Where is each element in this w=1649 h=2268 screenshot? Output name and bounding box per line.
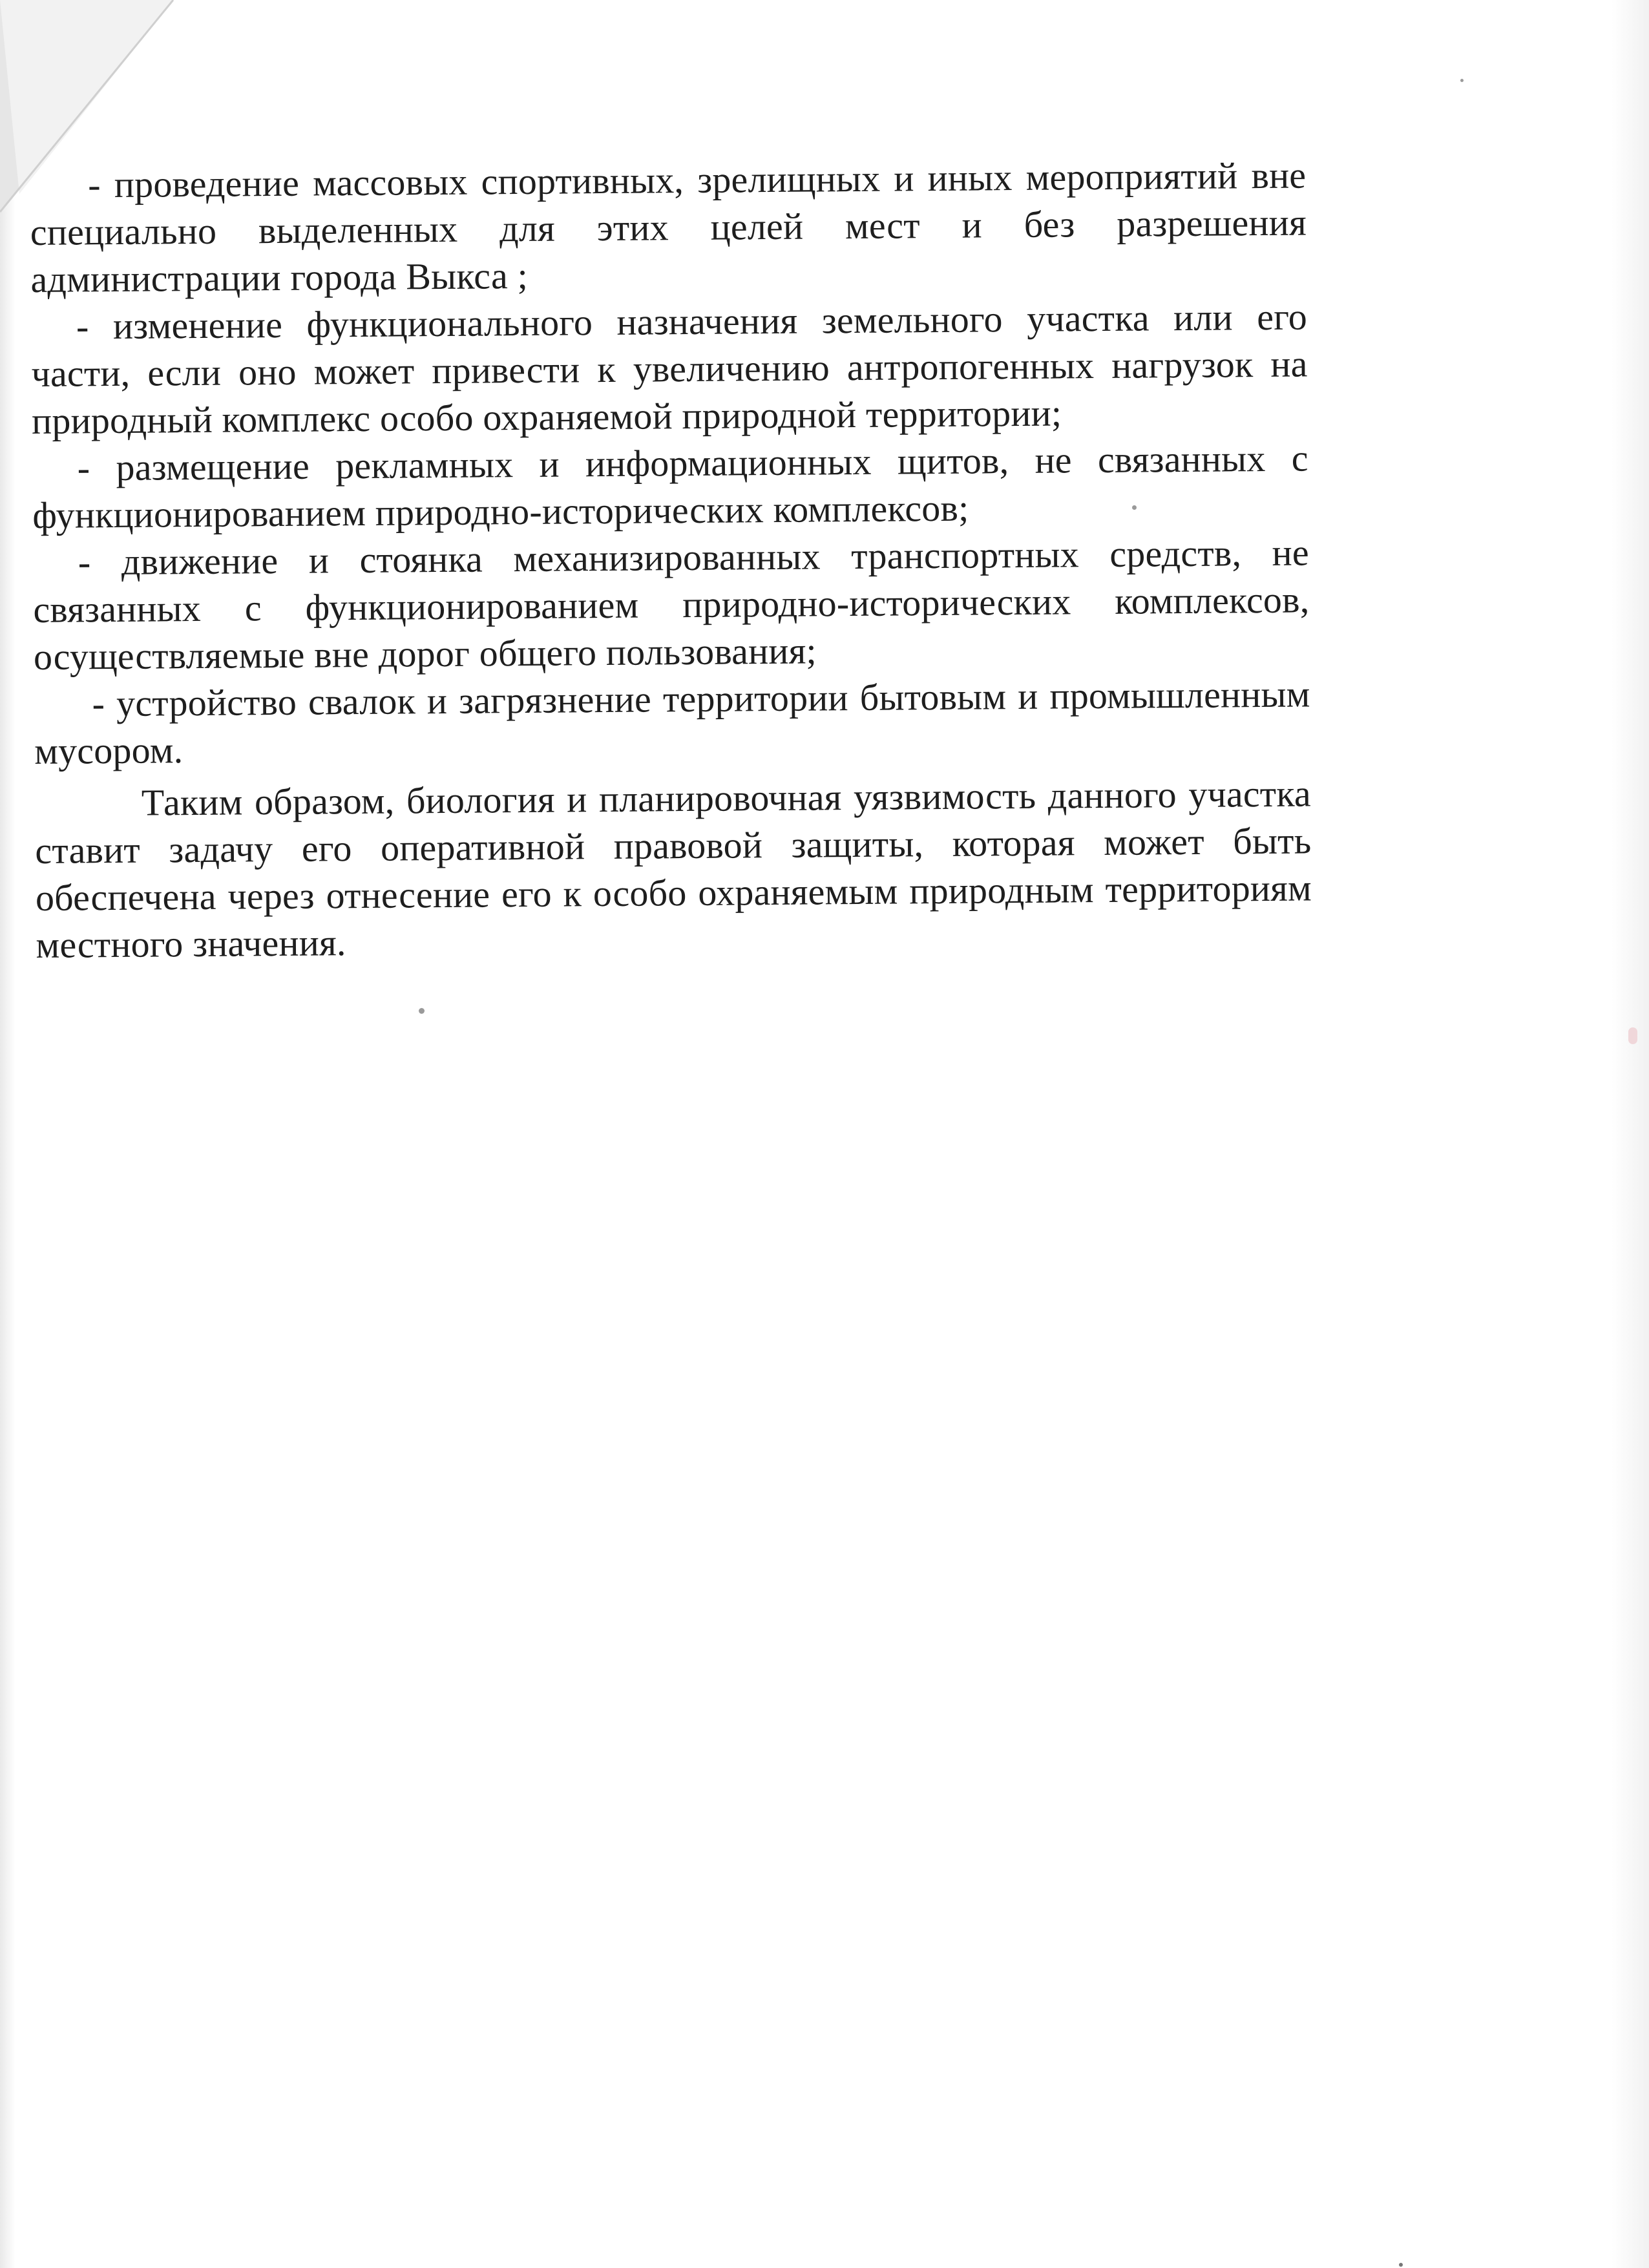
paragraph-advertising-boards: - размещение рекламных и информационных щитов, не связанных с функционированием природно-исторических комплексов;	[32, 437, 1308, 536]
scan-right-edge-shadow	[1612, 0, 1649, 2268]
scan-speck	[1399, 2263, 1403, 2267]
scan-speck	[1132, 505, 1137, 510]
scan-speck	[1460, 79, 1464, 82]
paragraph-conclusion: Таким образом, биология и планировочная уязвимость данного участка ставит задачу его оперативной правовой защиты, которая может быть обеспечена через отнесение его к особо охраняемым природным территориям местного значения.	[35, 772, 1312, 966]
scan-speck	[1628, 1027, 1637, 1044]
scan-speck	[419, 1008, 425, 1014]
paragraph-vehicle-traffic: - движение и стоянка механизированных транспортных средств, не связанных с функционированием природно-исторических комплексов, осуществляемые вне дорог общего пользования;	[33, 531, 1310, 678]
document-body	[30, 151, 1312, 968]
paragraph-waste-dumps: - устройство свалок и загрязнение территории бытовым и промышленным мусором.	[34, 673, 1310, 772]
scan-left-edge-shadow	[0, 0, 16, 2268]
paragraph-land-use-change: - изменение функционального назначения земельного участка или его части, если оно может привести к увеличению антропогенных нагрузок на природный комплекс особо охраняемой природной территории;	[31, 295, 1308, 442]
paragraph-mass-events: - проведение массовых спортивных, зрелищных и иных мероприятий вне специально выделенных для этих целей мест и без разрешения администрации города Выкса ;	[30, 154, 1307, 300]
